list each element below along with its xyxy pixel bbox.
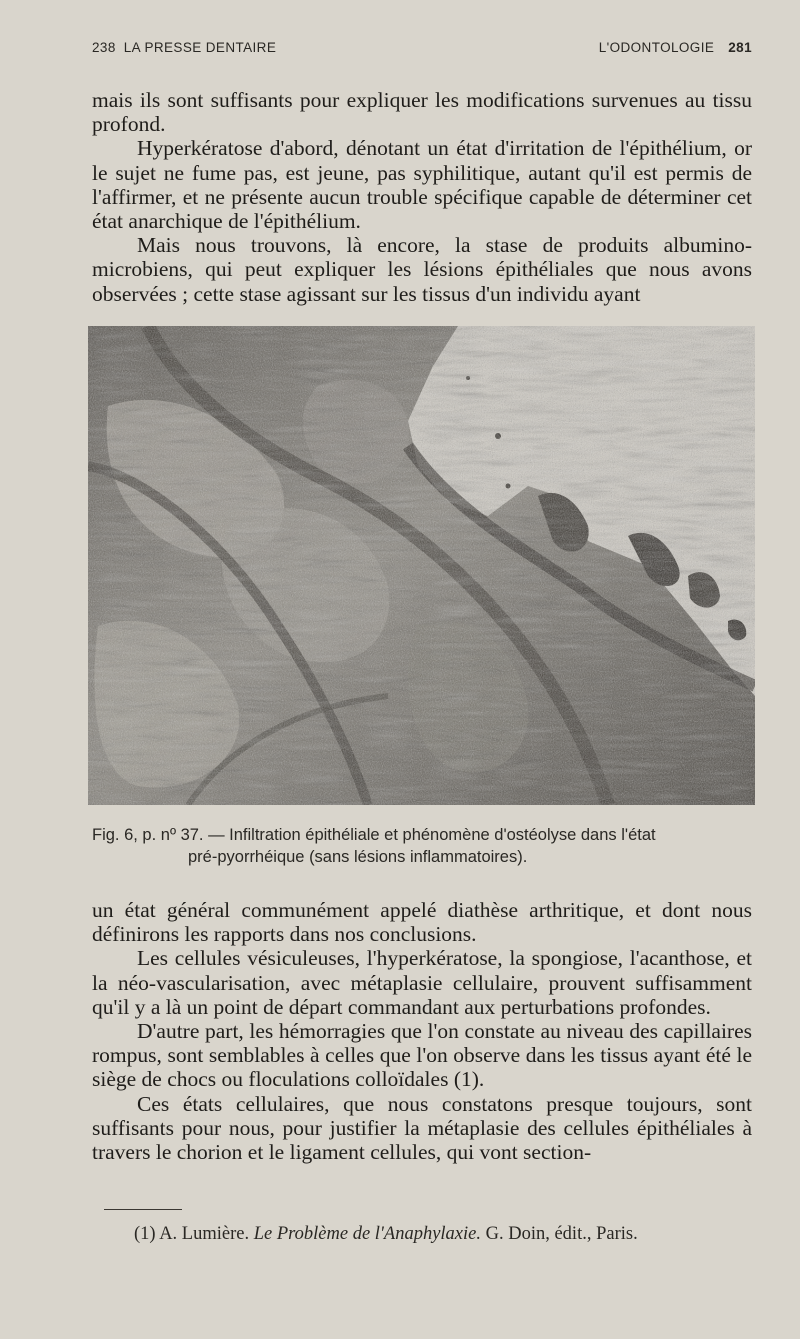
right-journal-title: L'ODONTOLOGIE xyxy=(598,40,715,55)
figure-caption xyxy=(92,824,760,868)
footnote-author: A. Lumière. xyxy=(159,1224,250,1244)
paragraph: Les cellules vésiculeuses, l'hyperkératose, la spongiose, l'acanthose, et la néo-vascularisation, avec métaplasie cellulaire, prouvent suffisamment qu'il y a là un point de départ commandant aux perturbations profondes. xyxy=(92,946,752,1019)
micrograph-figure xyxy=(88,326,755,805)
caption-line-2: pré-pyorrhéique (sans lésions inflammatoires). xyxy=(188,848,528,866)
right-page-number: 281 xyxy=(728,40,752,55)
footnote-divider xyxy=(104,1209,182,1210)
footnote xyxy=(134,1223,754,1245)
footnote-publisher: G. Doin, édit., Paris. xyxy=(485,1224,638,1244)
body-text-top xyxy=(92,88,752,306)
footnote-marker: (1) xyxy=(134,1224,156,1244)
paragraph: un état général communément appelé diathèse arthritique, et dont nous définirons les rapports dans nos conclusions. xyxy=(92,898,752,947)
left-journal-title: LA PRESSE DENTAIRE xyxy=(123,40,277,55)
paragraph: Hyperkératose d'abord, dénotant un état d'irritation de l'épithélium, or le sujet ne fume pas, est jeune, pas syphilitique, autant qu'il est permis de l'affirmer, et ne présente aucun trouble spécifique capable de déterminer cet état anarchique de l'épithélium. xyxy=(92,136,752,234)
caption-line-1: Fig. 6, p. nº 37. — Infiltration épithéliale et phénomène d'ostéolyse dans l'état xyxy=(92,826,656,844)
footnote-title: Le Problème de l'Anaphylaxie. xyxy=(253,1224,481,1244)
paragraph: Mais nous trouvons, là encore, la stase de produits albumino-microbiens, qui peut expliquer les lésions épithéliales que nous avons observées ; cette stase agissant sur les tissus d'un individu ayant xyxy=(92,233,752,306)
left-page-number: 238 xyxy=(92,40,116,55)
header-right xyxy=(599,40,752,55)
paragraph: Ces états cellulaires, que nous constatons presque toujours, sont suffisants pour nous, pour justifier la métaplasie des cellules épithéliales à travers le chorion et le ligament cellules, qui vont section- xyxy=(92,1091,752,1165)
paragraph: D'autre part, les hémorragies que l'on constate au niveau des capillaires rompus, sont semblables à celles que l'on observe dans les tissus ayant été le siège de chocs ou floculations colloïdales (1). xyxy=(92,1019,752,1092)
header-left xyxy=(92,40,276,55)
body-text-bottom xyxy=(92,898,752,1164)
paragraph: mais ils sont suffisants pour expliquer les modifications survenues au tissu profond. xyxy=(92,88,752,137)
micrograph-image xyxy=(88,326,755,805)
